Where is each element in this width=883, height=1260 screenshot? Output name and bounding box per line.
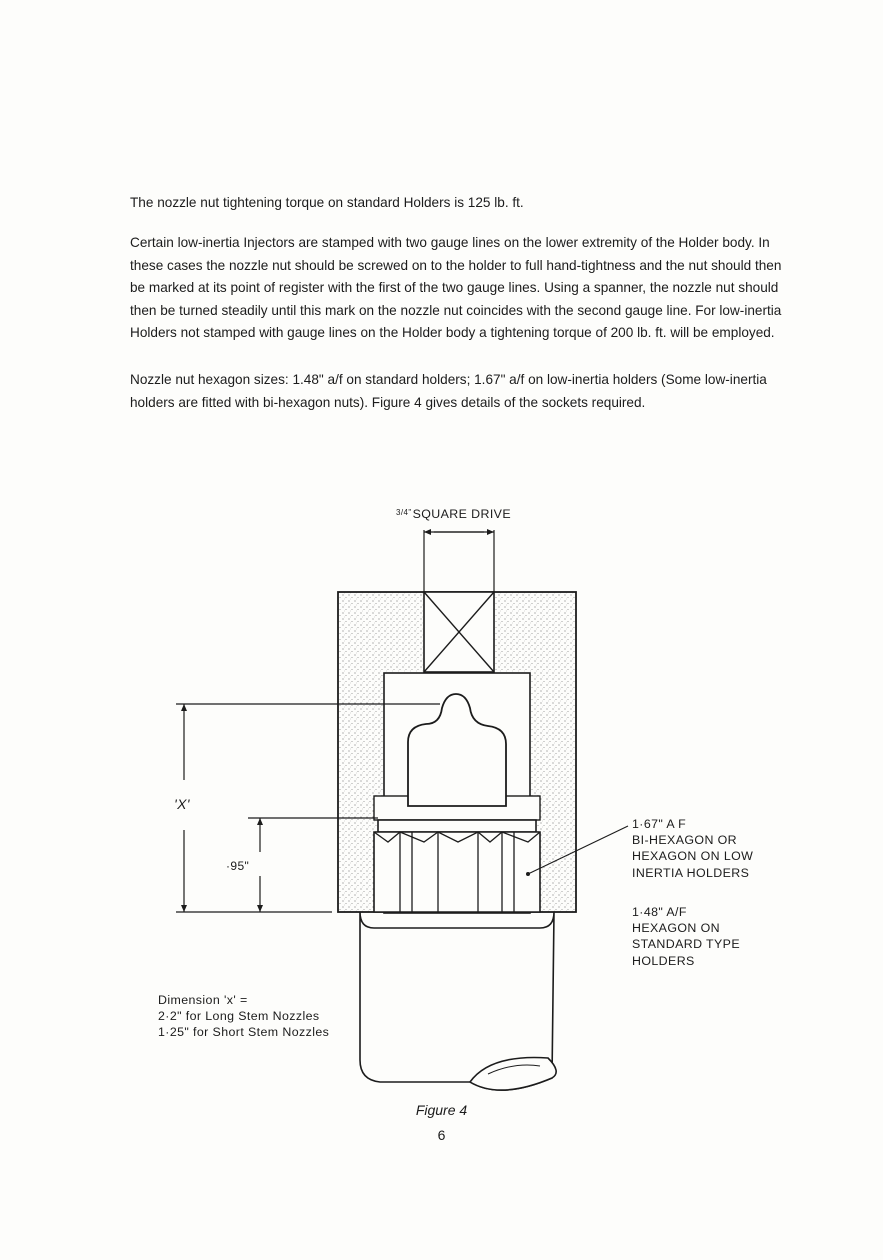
page-number: 6 <box>437 1127 446 1143</box>
bihexagon-label: 1·67" A F BI-HEXAGON OR HEXAGON ON LOW INERTIA HOLDERS <box>632 817 754 880</box>
figure-caption: Figure 4 <box>415 1102 468 1118</box>
square-drive-text: SQUARE DRIVE <box>412 507 512 521</box>
paragraph-gauge-lines: Certain low-inertia Injectors are stamped with two gauge lines on the lower extremity of the Holder body. In these cases the nozzle nut should be screwed on to the holder to full hand-tightness and the nut should then be marked at its point of register with the first of the two gauge lines. Using a spanner, the nozzle nut should then be turned steadily until this mark on the nozzle nut coincides with the second gauge line. For low-inertia Holders not stamped with gauge lines on the Holder body a tightening torque of 200 lb. ft. will be employed. <box>130 235 782 341</box>
dimension-x-label: 'X' <box>174 796 190 812</box>
dimension-note: Dimension 'x' = 2·2" for Long Stem Nozzles 1·25" for Short Stem Nozzles <box>158 993 330 1040</box>
nozzle-nut-hexagon <box>374 820 540 912</box>
holder-body <box>360 912 556 1090</box>
paragraph-torque: The nozzle nut tightening torque on standard Holders is 125 lb. ft. <box>130 195 524 210</box>
standard-hexagon-label: 1·48" A/F HEXAGON ON STANDARD TYPE HOLDERS <box>632 905 741 968</box>
square-drive-label <box>396 506 511 524</box>
square-drive-dimension <box>424 530 494 592</box>
square-drive-fraction: 3/4" <box>396 508 412 517</box>
dimension-095-label: ·95" <box>226 859 250 873</box>
paragraph-hexagon-sizes: Nozzle nut hexagon sizes: 1.48" a/f on standard holders; 1.67" a/f on low-inertia holders (Some low-inertia holders are fitted with bi-hexagon nuts). Figure 4 gives details of the sockets required. <box>130 372 767 410</box>
